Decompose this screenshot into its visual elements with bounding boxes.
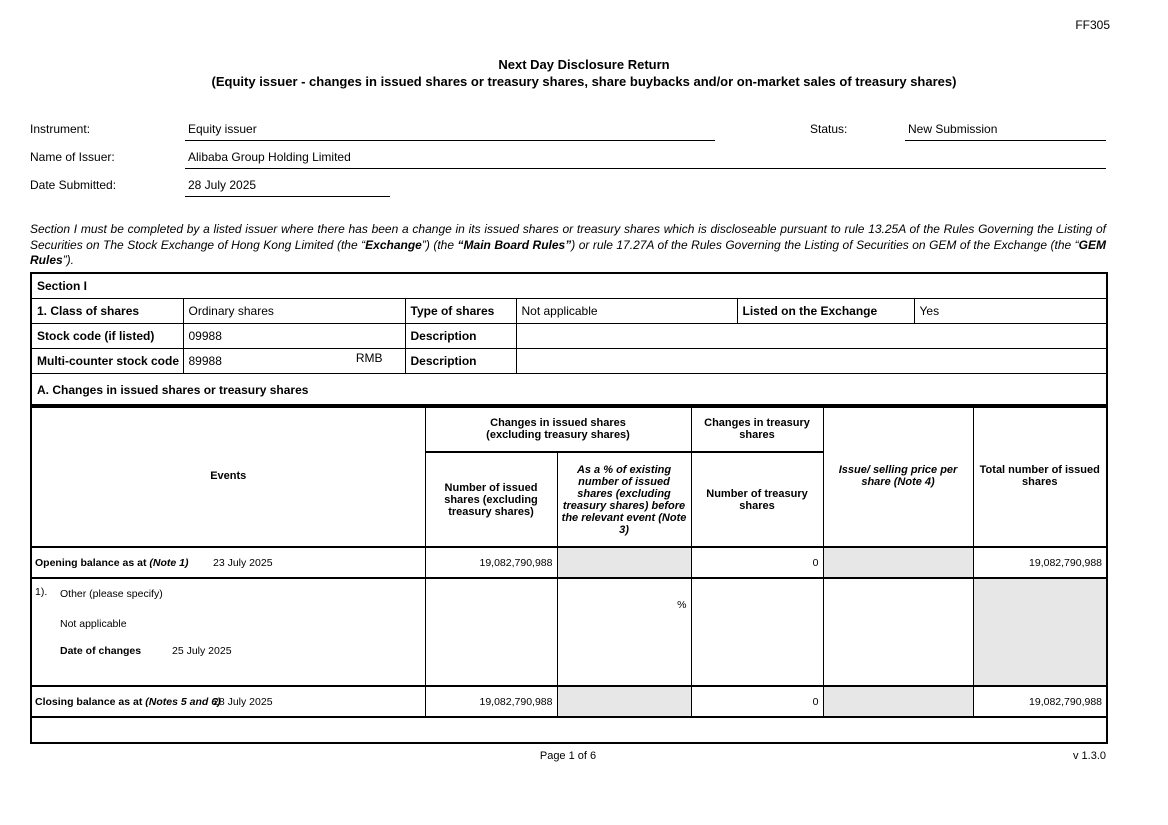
event-other-row <box>31 578 1107 686</box>
multi-counter-currency: RMB <box>355 351 383 365</box>
opening-total-shares: 19,082,790,988 <box>973 547 1107 578</box>
date-submitted-label: Date Submitted: <box>30 178 117 192</box>
closing-issued-shares: 19,082,790,988 <box>425 686 557 717</box>
document-title <box>0 56 1168 90</box>
section1-table <box>30 272 1108 408</box>
opening-percent-cell-shaded <box>557 547 691 578</box>
number-treasury-subheader: Number of treasury shares <box>691 452 823 547</box>
closing-balance-label-cell <box>31 686 425 717</box>
closing-price-cell-shaded <box>823 686 973 717</box>
event-treasury-shares-cell <box>691 578 823 686</box>
date-submitted-row <box>0 176 1168 198</box>
listed-on-exchange-value: Yes <box>914 299 1107 324</box>
table-row <box>31 324 1107 349</box>
percent-existing-subheader: As a % of existing number of issued shares (excluding treasury shares) before the relevant event (Note 3) <box>557 452 691 547</box>
multi-counter-value-cell <box>183 349 405 374</box>
stock-code-value: 09988 <box>183 324 405 349</box>
table-row <box>31 374 1107 408</box>
title-line1: Next Day Disclosure Return <box>498 57 670 72</box>
changes-issued-shares-header <box>425 405 691 452</box>
date-of-changes-label: Date of changes <box>60 645 142 657</box>
empty-cell <box>31 717 1107 743</box>
opening-balance-date: 23 July 2025 <box>213 556 273 569</box>
table-row <box>31 273 1107 299</box>
multi-description-label: Description <box>405 349 516 374</box>
stock-code-label: Stock code (if listed) <box>31 324 183 349</box>
changes-events-table <box>30 404 1108 744</box>
date-submitted-field[interactable]: 28 July 2025 <box>185 176 390 197</box>
closing-balance-date: 28 July 2025 <box>213 695 273 708</box>
title-line2: (Equity issuer - changes in issued shares or treasury shares, share buybacks and/or on-market sales of treasury shares) <box>211 74 957 89</box>
event-specify-value: Not applicable <box>60 618 127 630</box>
date-of-changes-value: 25 July 2025 <box>172 645 232 657</box>
closing-balance-row <box>31 686 1107 717</box>
event-type-label: Other (please specify) <box>60 588 163 600</box>
opening-treasury-shares: 0 <box>691 547 823 578</box>
type-of-shares-label: Type of shares <box>405 299 516 324</box>
version-number: v 1.3.0 <box>1072 750 1106 762</box>
closing-balance-label: Closing balance as at (Notes 5 and 6) <box>35 695 221 708</box>
multi-description-value <box>516 349 1107 374</box>
section1-header: Section I <box>31 273 1107 299</box>
opening-balance-label: Opening balance as at (Note 1) <box>35 556 189 569</box>
issuer-label: Name of Issuer: <box>30 150 115 164</box>
page-footer <box>30 750 1106 762</box>
events-column-header: Events <box>31 405 425 547</box>
event-number: 1). <box>35 586 48 598</box>
issuer-field[interactable]: Alibaba Group Holding Limited <box>185 148 1106 169</box>
changes-treasury-header: Changes in treasury shares <box>691 405 823 452</box>
opening-price-cell-shaded <box>823 547 973 578</box>
event-price-cell <box>823 578 973 686</box>
closing-total-shares: 19,082,790,988 <box>973 686 1107 717</box>
multi-counter-label: Multi-counter stock code <box>31 349 183 374</box>
instrument-label: Instrument: <box>30 122 91 136</box>
instrument-row <box>0 120 1168 142</box>
table-row <box>31 349 1107 374</box>
table-row <box>31 299 1107 324</box>
changes-issued-line2: (excluding treasury shares) <box>486 428 630 441</box>
event-issued-shares-cell <box>425 578 557 686</box>
event-date-of-changes <box>60 645 232 657</box>
closing-treasury-shares: 0 <box>691 686 823 717</box>
listed-on-exchange-label: Listed on the Exchange <box>737 299 914 324</box>
table-header-row <box>31 405 1107 452</box>
issuer-row <box>0 148 1168 170</box>
part-a-header: A. Changes in issued shares or treasury shares <box>31 374 1107 408</box>
opening-balance-row <box>31 547 1107 578</box>
status-label: Status: <box>810 122 848 136</box>
opening-issued-shares: 19,082,790,988 <box>425 547 557 578</box>
class-of-shares-label: 1. Class of shares <box>31 299 183 324</box>
event-percent-cell: % <box>557 578 691 686</box>
closing-percent-cell-shaded <box>557 686 691 717</box>
total-issued-header: Total number of issued shares <box>973 405 1107 547</box>
section1-intro-paragraph: Section I must be completed by a listed issuer where there has been a change in its issued shares or treasury shares which is discloseable pursuant to rule 13.25A of the Rules Governing the Listing of Securities on The Stock Exchange of Hong Kong Limited (the “Exchange”) (the “Main Board Rules”) or rule 17.27A of the Rules Governing the Listing of Securities on GEM of the Exchange (the “GEM Rules”). <box>30 222 1106 268</box>
empty-spacer-row <box>31 717 1107 743</box>
event-total-cell-shaded <box>973 578 1107 686</box>
stock-description-label: Description <box>405 324 516 349</box>
status-field[interactable]: New Submission <box>905 120 1106 141</box>
multi-counter-code: 89988 <box>188 354 222 368</box>
stock-description-value <box>516 324 1107 349</box>
class-of-shares-value: Ordinary shares <box>183 299 405 324</box>
instrument-field[interactable]: Equity issuer <box>185 120 715 141</box>
form-code: FF305 <box>1075 18 1110 32</box>
type-of-shares-value: Not applicable <box>516 299 737 324</box>
page-number: Page 1 of 6 <box>539 750 597 762</box>
opening-balance-note: (Note 1) <box>149 556 189 569</box>
number-issued-subheader: Number of issued shares (excluding treasury shares) <box>425 452 557 547</box>
closing-balance-note: (Notes 5 and 6) <box>145 695 221 708</box>
issue-price-header: Issue/ selling price per share (Note 4) <box>823 405 973 547</box>
opening-balance-label-cell <box>31 547 425 578</box>
event-other-details-cell <box>31 578 425 686</box>
changes-issued-line1: Changes in issued shares <box>490 416 626 429</box>
